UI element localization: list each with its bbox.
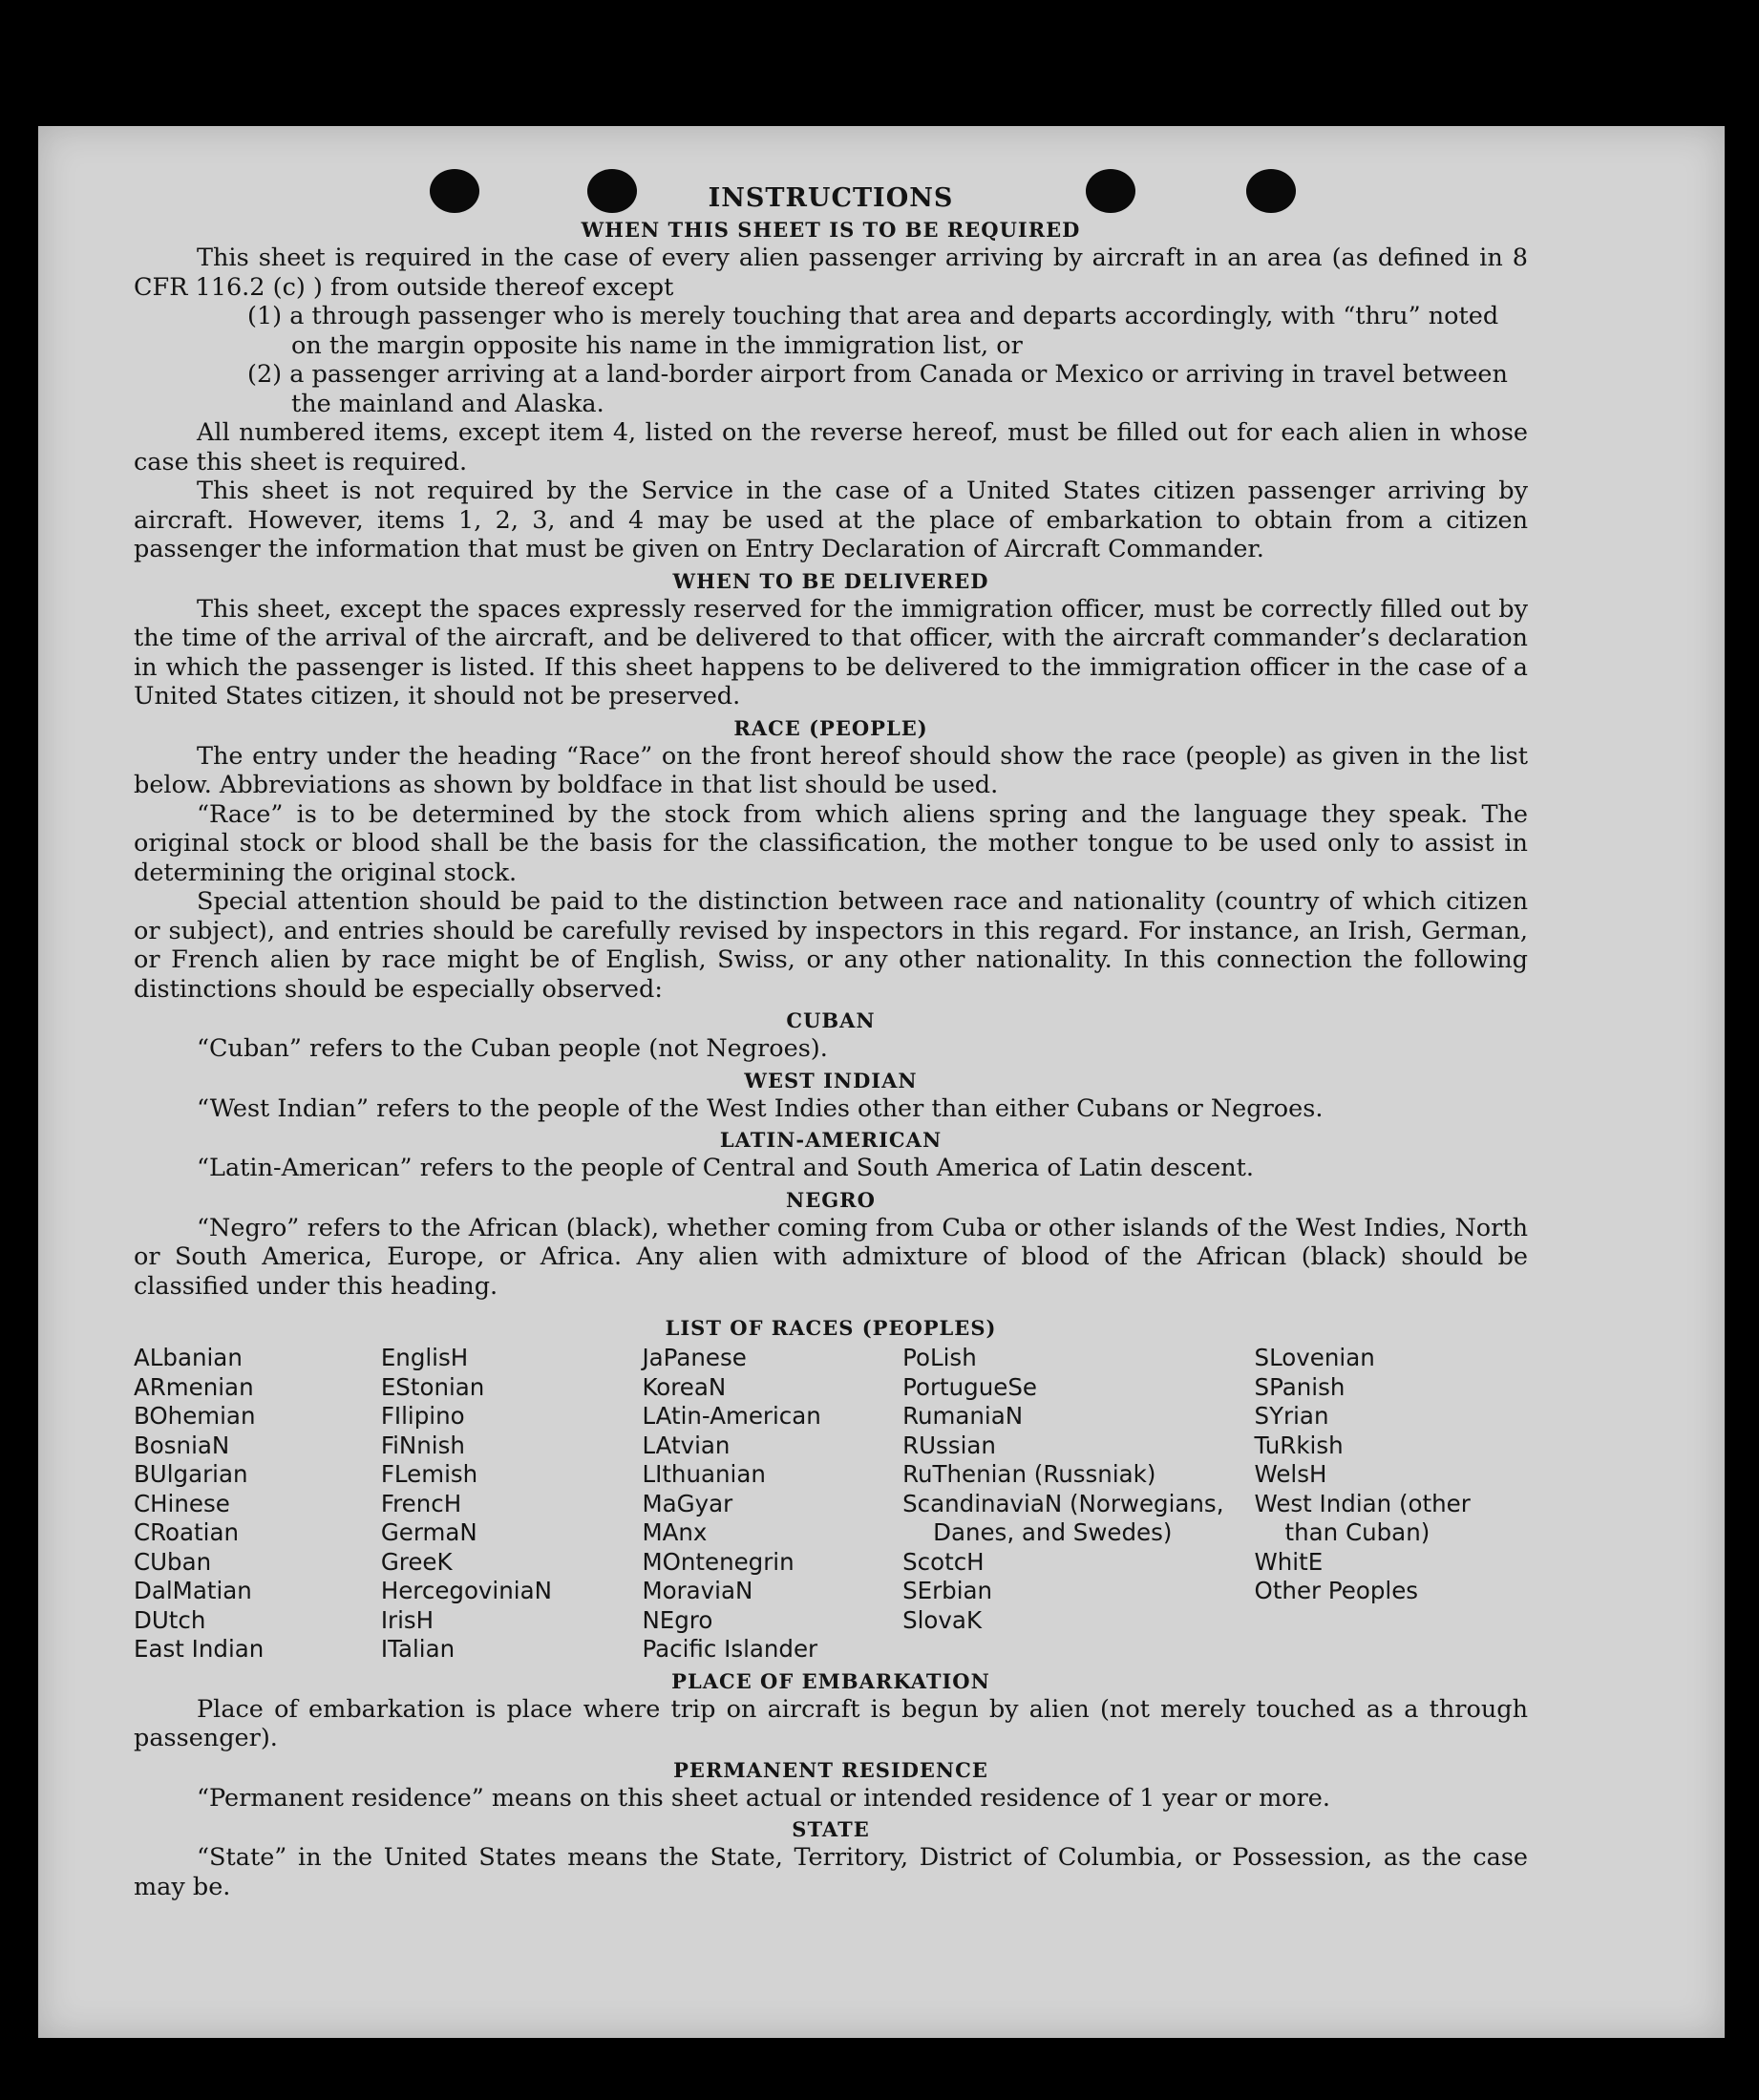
- section-heading: PERMANENT RESIDENCE: [673, 1757, 988, 1782]
- race-entry: MAnx: [642, 1518, 708, 1546]
- paragraph: All numbered items, except item 4, listed on the reverse hereof, must be filled out for each alien in whose case this sheet is required.: [134, 418, 1528, 477]
- race-entry: East Indian: [134, 1635, 265, 1663]
- race-column: [381, 1344, 643, 1665]
- race-entry: EStonian: [380, 1372, 485, 1401]
- race-entry: BUlgarian: [134, 1460, 248, 1488]
- race-entry: WelsH: [1254, 1460, 1327, 1488]
- race-entry: ITalian: [380, 1635, 456, 1663]
- race-entry: CHinese: [134, 1489, 230, 1517]
- race-entry: FrencH: [380, 1489, 462, 1517]
- paragraph: “State” in the United States means the State, Territory, District of Columbia, or Possession, as the case may be.: [134, 1843, 1528, 1901]
- race-entry: JaPanese: [642, 1344, 747, 1371]
- document-sheet: [38, 126, 1725, 2038]
- race-entry: DalMatian: [134, 1577, 252, 1604]
- instructions-content: [134, 183, 1528, 1901]
- paragraph: “Cuban” refers to the Cuban people (not Negroes).: [197, 1034, 828, 1063]
- race-column: [902, 1344, 1254, 1665]
- race-entry: LAtvian: [642, 1431, 731, 1459]
- section-heading: WEST INDIAN: [744, 1068, 918, 1092]
- race-entry: West Indian (other than Cuban): [1254, 1489, 1471, 1546]
- paragraph: This sheet is not required by the Service in the case of a United States citizen passenger arriving by aircraft. However, items 1, 2, 3, and 4 may be used at the place of embarkation to obtain from a citizen passenger the information that must be given on Entry Declaration of Aircraft Commander.: [134, 477, 1528, 563]
- race-entry: DUtch: [134, 1605, 206, 1634]
- race-entry: LAtin-American: [642, 1402, 821, 1430]
- exception-item: (2) a passenger arriving at a land-border airport from Canada or Mexico or arriving in travel between the mainland and Alaska.: [247, 360, 1508, 418]
- race-column: [1255, 1344, 1528, 1665]
- section-heading: PLACE OF EMBARKATION: [671, 1668, 990, 1693]
- section-heading: WHEN TO BE DELIVERED: [672, 568, 989, 593]
- section-heading: RACE (PEOPLE): [733, 715, 928, 740]
- race-entry: EnglisH: [380, 1344, 469, 1371]
- race-entry: FLemish: [380, 1460, 478, 1488]
- race-entry: CRoatian: [134, 1518, 239, 1546]
- paragraph: The entry under the heading “Race” on the front hereof should show the race (people) as given in the list below. Abbreviations as shown by boldface in that list should be used.: [134, 741, 1528, 799]
- race-list: [134, 1344, 1528, 1665]
- race-entry: NEgro: [642, 1605, 713, 1634]
- paragraph: “Latin-American” refers to the people of Central and South America of Latin descent.: [197, 1154, 1255, 1182]
- race-entry: Pacific Islander: [642, 1635, 818, 1663]
- race-entry: FIlipino: [380, 1402, 465, 1430]
- race-entry: TuRkish: [1254, 1431, 1344, 1459]
- race-entry: BOhemian: [134, 1402, 256, 1430]
- paragraph: “Permanent residence” means on this sheet actual or intended residence of 1 year or more.: [197, 1783, 1330, 1813]
- section-heading: WHEN THIS SHEET IS TO BE REQUIRED: [581, 218, 1081, 242]
- paragraph: This sheet is required in the case of every alien passenger arriving by aircraft in an area (as defined in 8 CFR 116.2 (c) ) from outside thereof except: [134, 244, 1528, 302]
- race-entry: PoLish: [902, 1344, 977, 1371]
- race-entry: SLovenian: [1254, 1344, 1375, 1371]
- race-entry: SPanish: [1254, 1372, 1346, 1401]
- race-entry: CUban: [134, 1547, 212, 1576]
- paragraph: “West Indian” refers to the people of the West Indies other than either Cubans or Negroes.: [197, 1093, 1324, 1123]
- race-entry: SlovaK: [902, 1605, 983, 1634]
- exception-item: (1) a through passenger who is merely touching that area and departs accordingly, with “thru” noted on the margin opposite his name in the immigration list, or: [247, 302, 1499, 360]
- race-column: [642, 1344, 902, 1665]
- race-entry: GermaN: [380, 1518, 477, 1546]
- race-entry: RUssian: [902, 1431, 996, 1459]
- race-entry: IrisH: [380, 1605, 434, 1634]
- paragraph: This sheet, except the spaces expressly reserved for the immigration officer, must be correctly filled out by the time of the arrival of the aircraft, and be delivered to that officer, with the aircraft commander’s declaration in which the passenger is listed. If this sheet happens to be delivered to the immigration officer in the case of a United States citizen, it should not be preserved.: [134, 594, 1528, 711]
- race-entry: PortugueSe: [902, 1372, 1037, 1401]
- section-heading: STATE: [792, 1817, 870, 1841]
- paragraph: Special attention should be paid to the distinction between race and nationality (country of which citizen or subject), and entries should be carefully revised by inspectors in this regard. For instance, an Irish, German, or French alien by race might be of English, Swiss, or any other nationality. In this connection the following distinctions should be especially observed:: [134, 887, 1528, 1004]
- section-heading: NEGRO: [786, 1187, 876, 1212]
- race-entry: KoreaN: [642, 1372, 727, 1401]
- paragraph: “Race” is to be determined by the stock from which aliens spring and the language they speak. The original stock or blood shall be the basis for the classification, the mother tongue to be used only to assist in determining the original stock.: [134, 799, 1528, 887]
- race-entry: BosniaN: [134, 1431, 230, 1459]
- race-entry: MaGyar: [642, 1489, 733, 1517]
- race-entry: ARmenian: [134, 1372, 254, 1401]
- race-entry: SYrian: [1254, 1402, 1329, 1430]
- race-column: [134, 1344, 381, 1665]
- race-entry: ALbanian: [134, 1344, 243, 1371]
- race-entry: Other Peoples: [1254, 1577, 1419, 1604]
- race-entry: GreeK: [380, 1547, 453, 1576]
- race-entry: SErbian: [902, 1577, 993, 1604]
- paragraph: Place of embarkation is place where trip on aircraft is begun by alien (not merely touched as a through passenger).: [134, 1694, 1528, 1752]
- race-entry: LIthuanian: [642, 1460, 766, 1488]
- page-title: INSTRUCTIONS: [708, 183, 954, 213]
- race-entry: WhitE: [1254, 1547, 1324, 1576]
- race-entry: MoraviaN: [642, 1577, 753, 1604]
- race-entry: HercegoviniaN: [380, 1577, 552, 1604]
- race-entry: RumaniaN: [902, 1402, 1024, 1430]
- race-entry: ScotcH: [902, 1547, 985, 1576]
- race-entry: RuThenian (Russniak): [902, 1460, 1156, 1488]
- paragraph: “Negro” refers to the African (black), whether coming from Cuba or other islands of the West Indies, North or South America, Europe, or Africa. Any alien with admixture of blood of the African (black) should be classified under this heading.: [134, 1213, 1528, 1301]
- race-entry: FiNnish: [380, 1431, 465, 1459]
- section-heading: LATIN-AMERICAN: [719, 1128, 943, 1152]
- race-entry: MOntenegrin: [642, 1547, 795, 1576]
- race-entry: ScandinaviaN (Norwegians, Danes, and Swedes): [902, 1489, 1224, 1546]
- races-heading: LIST OF RACES (PEOPLES): [665, 1316, 997, 1340]
- section-heading: CUBAN: [786, 1008, 876, 1032]
